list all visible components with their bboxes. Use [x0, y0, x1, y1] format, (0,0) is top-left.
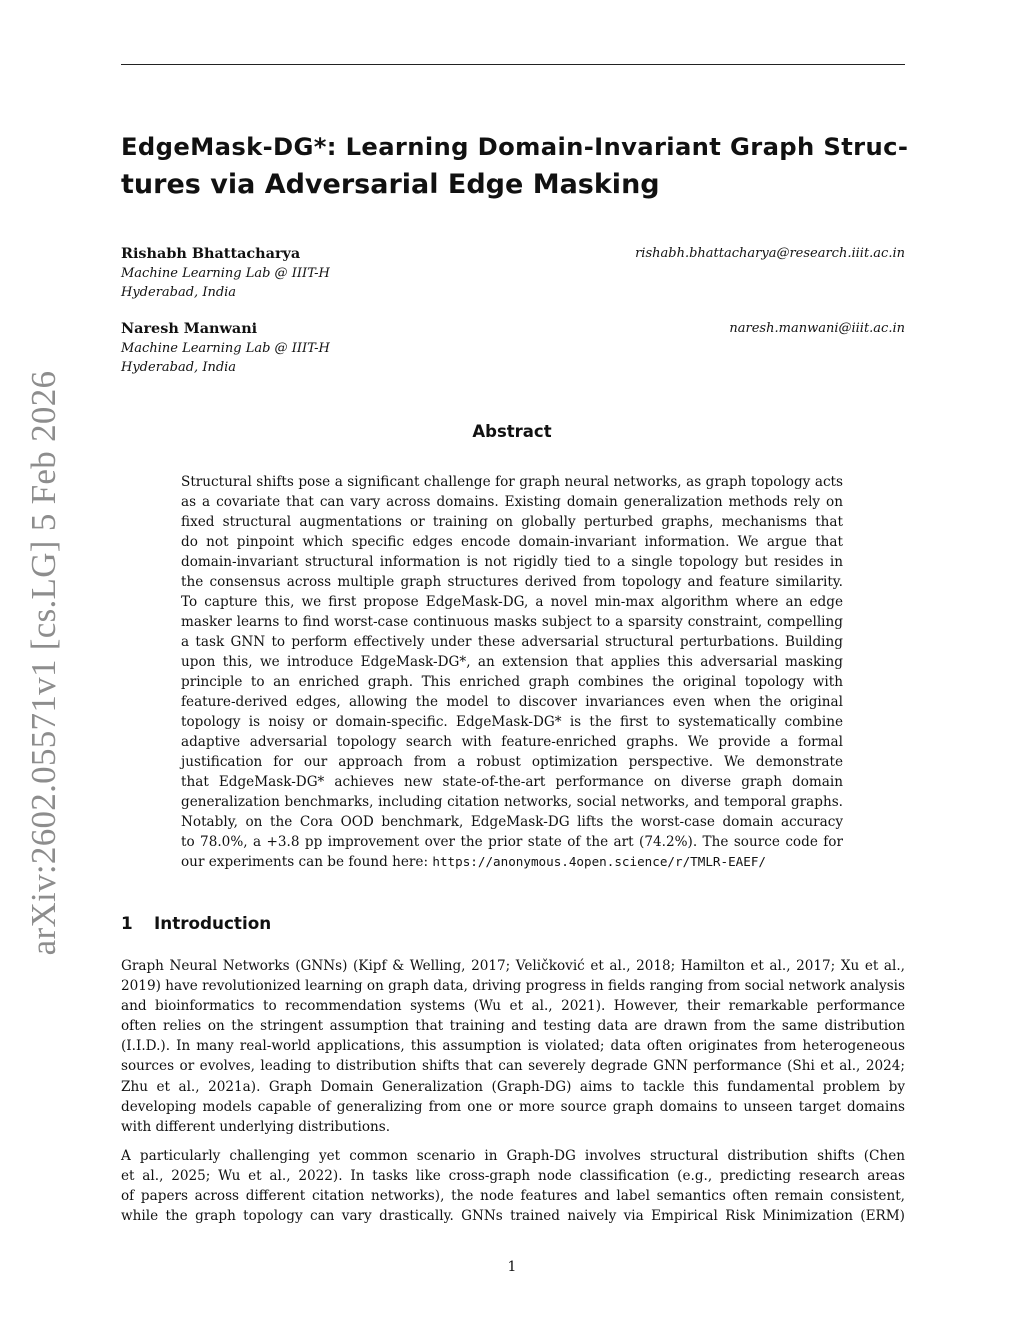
- abstract-line: do not pinpoint which specific edges encode domain-invariant information. We argue that: [181, 534, 843, 550]
- abstract-line: a task GNN to perform effectively under these adversarial structural perturbations. Building: [181, 634, 843, 650]
- abstract-line: to 78.0%, a +3.8 pp improvement over the prior state of the art (74.2%). The source code for: [181, 834, 843, 850]
- paragraph-line: A particularly challenging yet common scenario in Graph-DG involves structural distribution shifts (Chen: [121, 1148, 905, 1164]
- paragraph-line: and bioinformatics to recommendation systems (Wu et al., 2021). However, their remarkable performance: [121, 998, 905, 1015]
- author-affiliation: Machine Learning Lab @ IIIT-H: [121, 266, 330, 281]
- abstract-line: domain-invariant structural information is not rigidly tied to a single topology but resides in: [181, 554, 843, 570]
- section-heading-introduction: [121, 912, 271, 934]
- abstract-body: [181, 472, 843, 872]
- title-line-2: tures via Adversarial Edge Masking: [121, 169, 660, 200]
- abstract-line: upon this, we introduce EdgeMask-DG*, an extension that applies this adversarial masking: [181, 654, 843, 670]
- source-code-link[interactable]: https://anonymous.4open.science/r/TMLR-EAEF/: [432, 854, 766, 869]
- paragraph-line: with different underlying distributions.: [121, 1118, 391, 1135]
- abstract-line: feature-derived edges, allowing the model to discover invariances even when the original: [181, 694, 843, 710]
- abstract-line: To capture this, we first propose EdgeMask-DG, a novel min-max algorithm where an edge: [181, 594, 843, 610]
- abstract-line: Notably, on the Cora OOD benchmark, EdgeMask-DG lifts the worst-case domain accuracy: [181, 814, 843, 830]
- paragraph-line: sources or evolves, leading to distribution shifts that can severely degrade GNN performance (Shi et al., 2024;: [121, 1058, 905, 1075]
- abstract-line: adaptive adversarial topology search with feature-enriched graphs. We provide a formal: [181, 734, 843, 750]
- author-name: Naresh Manwani: [121, 320, 258, 337]
- author-block: [121, 319, 905, 377]
- title-line-1: EdgeMask-DG*: Learning Domain-Invariant Graph Struc-: [121, 132, 909, 161]
- paragraph-line: developing models capable of generalizing from one or more source graph domains to unseen target domains: [121, 1098, 905, 1115]
- abstract-line: Structural shifts pose a significant challenge for graph neural networks, as graph topology acts: [181, 474, 843, 490]
- abstract-line: topology is noisy or domain-specific. EdgeMask-DG* is the first to systematically combine: [181, 714, 843, 730]
- paragraph-line: et al., 2025; Wu et al., 2022). In tasks like cross-graph node classification (e.g., predicting research areas: [121, 1168, 905, 1185]
- paragraph-line: 2019) have revolutionized learning on graph data, driving progress in fields ranging from social network analysis: [121, 978, 905, 995]
- author-email[interactable]: naresh.manwani@iiit.ac.in: [729, 321, 905, 336]
- abstract-line: justification for our approach from a robust optimization perspective. We demonstrate: [181, 754, 843, 770]
- abstract-heading: Abstract: [472, 422, 552, 441]
- author-location: Hyderabad, India: [121, 360, 237, 375]
- paragraph-line: Graph Neural Networks (GNNs) (Kipf & Welling, 2017; Veličković et al., 2018; Hamilton et al., 2017; Xu et al.,: [121, 958, 905, 974]
- abstract-line: as a covariate that can vary across domains. Existing domain generalization methods rely on: [181, 494, 843, 510]
- abstract-line: generalization benchmarks, including citation networks, social networks, and temporal graphs.: [181, 794, 843, 810]
- section-title: Introduction: [154, 913, 272, 933]
- page-number: 1: [507, 1259, 517, 1275]
- section-number: 1: [121, 913, 133, 933]
- abstract-line: masker learns to find worst-case continuous masks subject to a sparsity constraint, compelling: [181, 614, 843, 630]
- abstract-last-line: [181, 852, 843, 872]
- abstract-line: that EdgeMask-DG* achieves new state-of-the-art performance on diverse graph domain: [181, 774, 843, 790]
- intro-paragraph-1: [121, 956, 905, 1137]
- arxiv-identifier: arXiv:2602.05571v1 [cs.LG] 5 Feb 2026: [24, 370, 63, 956]
- intro-paragraph-2: [121, 1146, 905, 1226]
- paragraph-line: often relies on the stringent assumption that training and testing data are drawn from the same distribution: [121, 1018, 905, 1035]
- author-email[interactable]: rishabh.bhattacharya@research.iiit.ac.in: [635, 246, 905, 261]
- paper-title: [121, 128, 911, 204]
- abstract-line: the consensus across multiple graph structures derived from topology and feature similarity.: [181, 574, 843, 590]
- author-name: Rishabh Bhattacharya: [121, 245, 301, 262]
- paragraph-line: Zhu et al., 2021a). Graph Domain Generalization (Graph-DG) aims to tackle this fundamental problem by: [121, 1078, 905, 1095]
- abstract-line: fixed structural augmentations or training on globally perturbed graphs, mechanisms that: [181, 514, 843, 530]
- abstract-line: principle to an enriched graph. This enriched graph combines the original topology with: [181, 674, 843, 690]
- author-block: [121, 244, 905, 302]
- paragraph-line: while the graph topology can vary drastically. GNNs trained naively via Empirical Risk Minimization (ERM): [121, 1208, 905, 1225]
- abstract-line-text: our experiments can be found here:: [181, 854, 433, 870]
- top-rule: [121, 64, 905, 65]
- paragraph-line: of papers across different citation networks), the node features and label semantics often remain consistent,: [121, 1188, 905, 1205]
- paragraph-line: (I.I.D.). In many real-world applications, this assumption is violated; data often originates from heterogeneous: [121, 1038, 905, 1055]
- author-location: Hyderabad, India: [121, 285, 237, 300]
- author-affiliation: Machine Learning Lab @ IIIT-H: [121, 341, 330, 356]
